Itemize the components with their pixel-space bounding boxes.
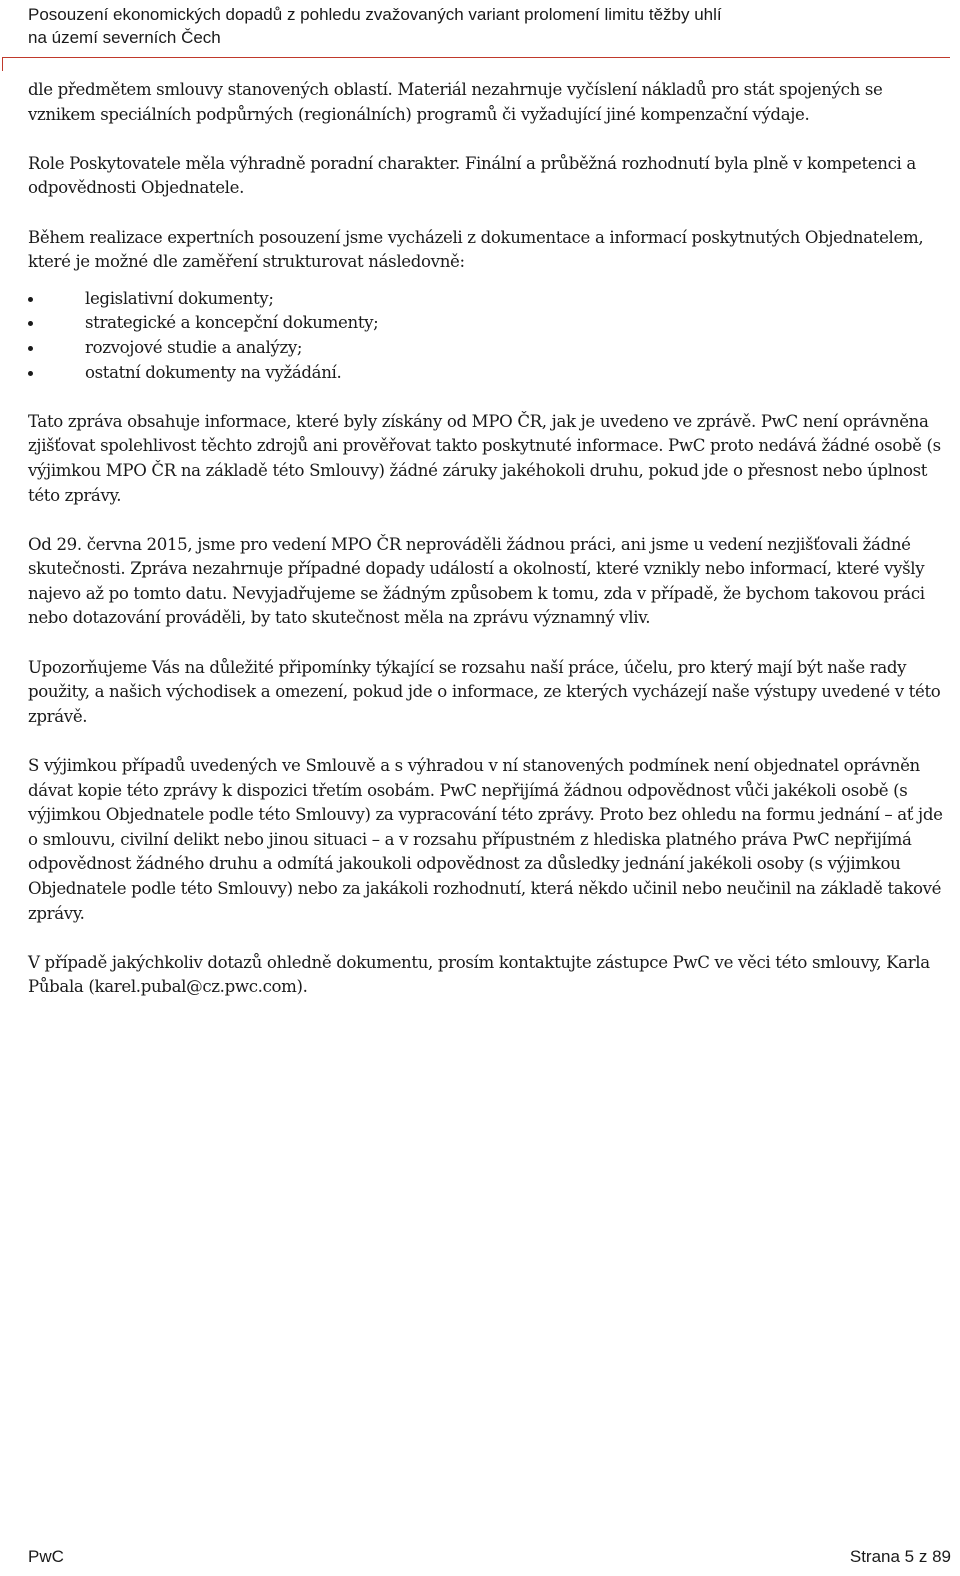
header-title-line1: Posouzení ekonomických dopadů z pohledu zvažovaných variant prolomení limitu těžby uhlí	[28, 5, 722, 24]
list-item-text: strategické a koncepční dokumenty;	[85, 313, 379, 333]
bullet-icon	[28, 297, 33, 302]
list-item	[28, 336, 953, 361]
paragraph-contact: V případě jakýchkoliv dotazů ohledně dokumentu, prosím kontaktujte zástupce PwC ve věci této smlouvy, Karla Půbala (karel.pubal@cz.pwc.com).	[28, 952, 930, 997]
paragraph-cutoff-date: Od 29. června 2015, jsme pro vedení MPO ČR neprováděli žádnou práci, ani jsme u vedení nezjišťovali žádné skutečnosti. Zpráva nezahrnuje případné dopady událostí a okolností, které vznikly nebo informací, které vyšly najevo až po tomto datu. Nevyjadřujeme se žádným způsobem k tomu, zda v případě, že bychom takovou práci nebo dotazování prováděli, by tato skutečnost měla na zprávu významný vliv.	[28, 534, 925, 628]
list-item	[28, 311, 953, 336]
paragraph-scope: dle předmětem smlouvy stanovených oblastí. Materiál nezahrnuje vyčíslení nákladů pro stát spojených se vznikem speciálních podpůrných (regionálních) programů či vyžadující jiné kompenzační výdaje.	[28, 80, 883, 124]
paragraph-information-sources: Tato zpráva obsahuje informace, které byly získány od MPO ČR, jak je uvedeno ve zprávě. PwC není oprávněna zjišťovat spolehlivost těchto zdrojů ani prověřovat takto poskytnuté informace. PwC proto nedává žádné osobě (s výjimkou MPO ČR na základě této Smlouvy) žádné záruky jakéhokoli druhu, pokud jde o přesnost nebo úplnost této zprávy.	[28, 411, 941, 505]
header-divider-tick	[2, 57, 3, 71]
paragraph-notice: Upozorňujeme Vás na důležité připomínky týkající se rozsahu naší práce, účelu, pro který mají být naše rady použity, a našich východisek a omezení, pokud jde o informace, ze kterých vycházejí naše výstupy uvedené v této zprávě.	[28, 657, 941, 726]
page-number: Strana 5 z 89	[849, 1547, 951, 1566]
list-item	[28, 361, 953, 386]
bullet-icon	[28, 371, 33, 376]
header-title-line2: na území severních Čech	[28, 28, 221, 47]
paragraph-sources-intro: Během realizace expertních posouzení jsme vycházeli z dokumentace a informací poskytnutých Objednatelem, které je možné dle zaměření strukturovat následovně:	[28, 227, 924, 272]
page-header	[28, 3, 928, 49]
list-item-text: legislativní dokumenty;	[85, 288, 274, 308]
source-document-list	[28, 287, 953, 385]
document-body	[28, 78, 953, 1025]
list-item-text: rozvojové studie a analýzy;	[85, 337, 303, 357]
list-item-text: ostatní dokumenty na vyžádání.	[85, 362, 342, 382]
bullet-icon	[28, 346, 33, 351]
footer-company: PwC	[28, 1547, 64, 1566]
paragraph-liability: S výjimkou případů uvedených ve Smlouvě a s výhradou v ní stanovených podmínek není objednatel oprávněn dávat kopie této zprávy k dispozici třetím osobám. PwC nepřijímá žádnou odpovědnost vůči jakékoli osobě (s výjimkou Objednatele podle této Smlouvy) za vypracování této zprávy. Proto bez ohledu na formu jednání – ať jde o smlouvu, civilní delikt nebo jinou situaci – a v rozsahu přípustném z hlediska platného práva PwC nepřijímá odpovědnost žádného druhu a odmítá jakoukoli odpovědnost za důsledky jednání jakékoli osoby (s výjimkou Objednatele podle této Smlouvy) nebo za jakákoli rozhodnutí, která někdo učinil nebo neučinil na základě takové zprávy.	[28, 756, 943, 923]
bullet-icon	[28, 321, 33, 326]
paragraph-role: Role Poskytovatele měla výhradně poradní charakter. Finální a průběžná rozhodnutí byla plně v kompetenci a odpovědnosti Objednatele.	[28, 153, 916, 198]
header-divider	[2, 57, 950, 58]
list-item	[28, 287, 953, 312]
